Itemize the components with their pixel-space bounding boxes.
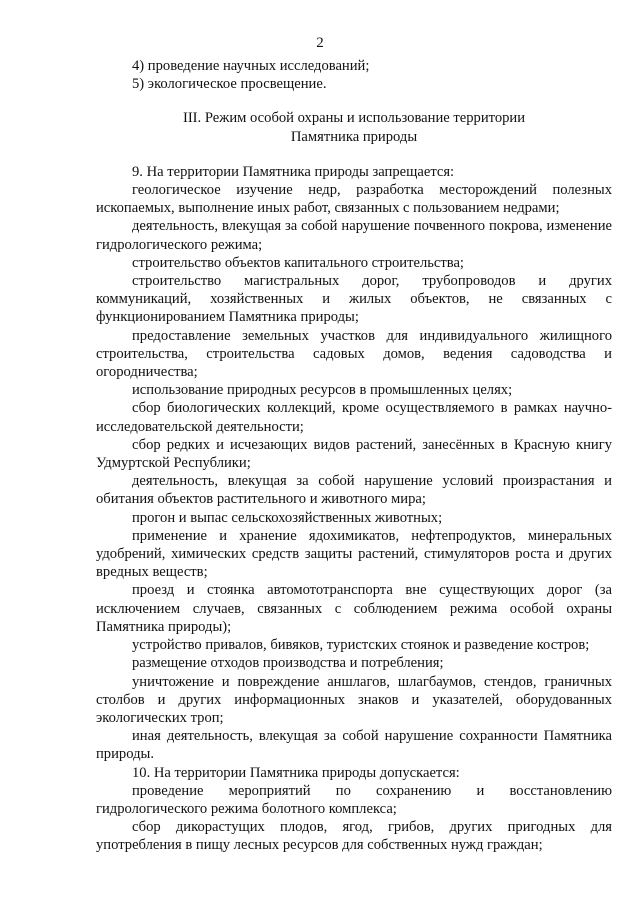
list-item: 4) проведение научных исследований; [132, 58, 370, 74]
list-item: иная деятельность, влекущая за собой нарушение сохранности Памятника природы. [96, 728, 612, 763]
list-item: использование природных ресурсов в промышленных целях; [132, 382, 513, 399]
list-item: проведение мероприятий по сохранению и восстановлению гидрологического режима болотного комплекса; [96, 782, 612, 817]
list-item: предоставление земельных участков для индивидуального жилищного строительства, строительства садовых домов, ведения садоводства и огородничества; [96, 327, 612, 381]
list-item: геологическое изучение недр, разработка месторождений полезных ископаемых, выполнение иных работ, связанных с пользованием недрами; [96, 182, 612, 217]
list-item: сбор биологических коллекций, кроме осуществляемого в рамках научно-исследовательской деятельности; [96, 400, 612, 435]
section-title-line: III. Режим особой охраны и использование территории [182, 110, 526, 127]
section-title-line: Памятника природы [290, 128, 418, 145]
list-item: сбор дикорастущих плодов, ягод, грибов, других пригодных для употребления в пищу лесных ресурсов для собственных нужд граждан; [96, 819, 612, 854]
list-item: деятельность, влекущая за собой нарушение условий произрастания и обитания объектов растительного и животного мира; [96, 473, 612, 508]
list-item: 5) экологическое просвещение. [132, 76, 327, 93]
list-item: уничтожение и повреждение аншлагов, шлагбаумов, стендов, граничных столбов и других информационных знаков и указателей, оборудованных экологических троп; [96, 673, 612, 726]
list-item: сбор редких и исчезающих видов растений, занесённых в Красную книгу Удмуртской Республики; [96, 436, 612, 472]
list-item: размещение отходов производства и потребления; [132, 655, 444, 672]
list-item: деятельность, влекущая за собой нарушение почвенного покрова, изменение гидрологического режима; [96, 218, 612, 253]
list-item: прогон и выпас сельскохозяйственных животных; [132, 509, 443, 526]
page-number: 2 [316, 35, 324, 51]
clause-heading: 10. На территории Памятника природы допускается: [132, 764, 460, 781]
list-item: применение и хранение ядохимикатов, нефтепродуктов, минеральных удобрений, химических средств защиты растений, стимуляторов роста и других вредных веществ; [96, 527, 612, 581]
list-item: строительство магистральных дорог, трубопроводов и других коммуникаций, хозяйственных и жилых объектов, не связанных с функционированием Памятника природы; [96, 273, 612, 326]
list-item: строительство объектов капитального строительства; [132, 254, 464, 271]
list-item: устройство привалов, бивяков, туристских стоянок и разведение костров; [132, 637, 590, 654]
document-body [96, 57, 612, 855]
clause-heading: 9. На территории Памятника природы запрещается: [132, 163, 455, 180]
section-title [96, 109, 612, 145]
list-item: проезд и стоянка автомототранспорта вне существующих дорог (за исключением случаев, связанных с соблюдением режима особой охраны Памятника природы); [96, 582, 612, 635]
